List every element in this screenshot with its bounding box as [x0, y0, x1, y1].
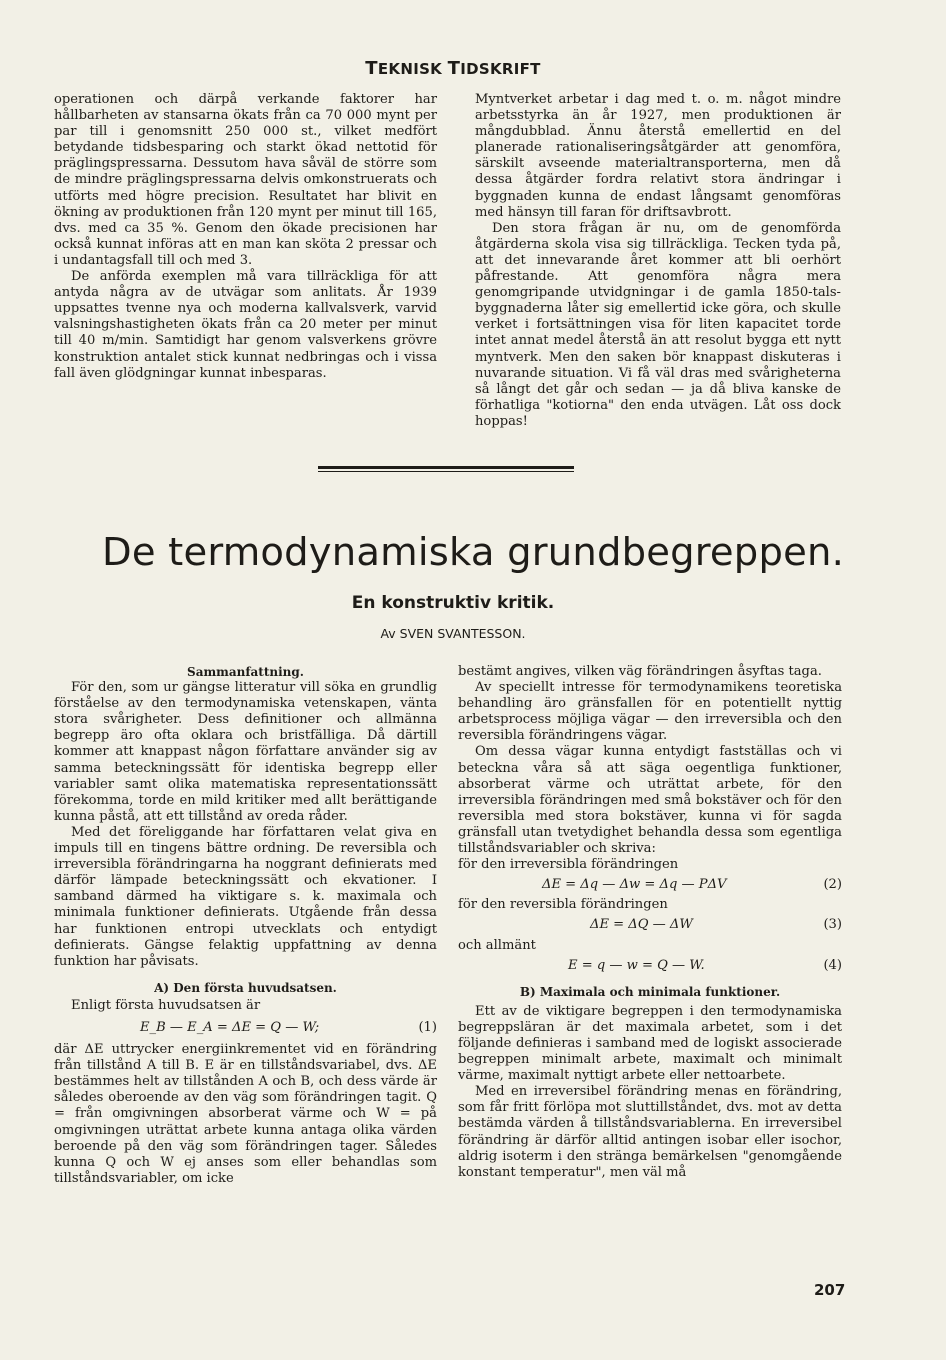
equation-number: (4) [823, 957, 842, 973]
paragraph: Enligt första huvudsatsen är [71, 997, 261, 1013]
equation-2 [542, 877, 842, 893]
paragraph: Ett av de viktigare begreppen i den termodynamiska begreppsläran är det maximala arbetet, som i det följande definieras i samband med de logiskt associerade begreppen minimalt arbete, maximalt och minimalt värme, maximalt nyttigt arbete eller nettoarbete. [458, 1003, 842, 1084]
paragraph: där ΔE uttrycker energiinkrementet vid en förändring från tillstånd A till B. E är en tillståndsvariabel, dvs. ΔE bestämmes helt av tillstånden A och B, och dess värde är således oberoende av den väg som förändringen tagit. Q = från omgivningen absorberat värme och W = på omgivningen uträttat arbete kunna antaga olika värden beroende på den väg som förändringen tager. Således kunna Q och W ej anses som eller behandlas som tillståndsvariabler, om icke [54, 1042, 437, 1186]
paragraph: Den stora frågan är nu, om de genomförda åtgärderna skola visa sig tillräckliga. Tecken tyda på, att det innevarande året kommer att bli oerhört påfrestande. Att genomföra några mera genomgripande utvidgningar i de gamla 1850-tals-byggnaderna låter sig emellertid icke göra, och skulle verket i fortsättningen visa för liten kapacitet torde intet annat medel återstå än att resolut bygga ett nytt myntverk. Men den saken bör knappast diskuteras i nuvarande situation. Vi få väl dras med svårigheterna så långt det går och sedan — ja då bliva kanske de förhatliga "kotiorna" den enda utvägen. Låt oss dock hoppas! [475, 220, 841, 429]
top-right-column [475, 92, 841, 430]
equation-number: (2) [823, 877, 842, 893]
paragraph: för den reversibla förändringen [458, 897, 668, 913]
equation: ΔE = ΔQ — ΔW [590, 917, 693, 933]
article-right-column [458, 664, 842, 1181]
journal-masthead: TEKNISK TIDSKRIFT [365, 58, 541, 79]
section-divider-thin [318, 471, 574, 472]
paragraph: Med en irreversibel förändring menas en förändring, som får fritt förlöpa mot sluttillståndet, dvs. mot av detta bestämda värden å tillståndsvariablerna. En irreversibel förändring är därför alltid antingen isobar eller isochor, aldrig isoterm i den stränga bemärkelsen "genomgående konstant temperatur", men väl må [458, 1084, 842, 1180]
equation-1 [140, 1020, 437, 1036]
equation-4 [568, 958, 842, 974]
section-divider [318, 466, 574, 469]
article-subtitle: En konstruktiv kritik. [351, 593, 555, 613]
equation: E_B — E_A = ΔE = Q — W; [140, 1019, 320, 1035]
paragraph: Om dessa vägar kunna entydigt fastställas och vi beteckna våra så att säga oegentliga funktioner, absorberat värme och uträttat arbete, för den irreversibla förändringen med små bokstäver och för den reversibla med stora bokstäver, kunna vi för sagda gränsfall utan tvetydighet behandla dessa som egentliga tillståndsvariabler och skriva: [458, 744, 842, 857]
article-title: De termodynamiska grundbegreppen. [101, 530, 845, 575]
page-number: 207 [814, 1281, 846, 1299]
equation-3 [590, 917, 842, 933]
article-author: Av SVEN SVANTESSON. [380, 626, 526, 641]
equation: ΔE = Δq — Δw = Δq — PΔV [542, 877, 727, 893]
article-left-column [54, 664, 437, 1187]
paragraph: bestämt angives, vilken väg förändringen åsyftas taga. [458, 664, 822, 679]
paragraph: och allmänt [458, 937, 536, 953]
paragraph: Av speciellt intresse för termodynamikens teoretiska behandling äro gränsfallen för en potentiellt nyttig arbetsprocess möjliga vägar — den irreversibla och den reversibla förändringens vägar. [458, 680, 842, 744]
equation: E = q — w = Q — W. [568, 957, 705, 973]
section-a-heading: A) Den första huvudsatsen. [154, 980, 337, 995]
paragraph: Med det föreliggande har författaren velat giva en impuls till en tingens bättre ordning. De reversibla och irreversibla förändringarna ha noggrant definierats med därför lämpade beteckningssätt och ekvationer. I samband därmed ha viktigare s. k. maximala och minimala funktioner definierats. Utgående från dessa har funktionen entropi utvecklats och entydigt definierats. Gängse felaktig uppfattning av denna funktion har påvisats. [54, 824, 437, 969]
top-left-column [54, 92, 437, 382]
paragraph: Myntverket arbetar i dag med t. o. m. något mindre arbetsstyrka än år 1927, men produktionen är mångdubblad. Ännu återstå emellertid en del planerade rationaliseringsåtgärder att genomföra, särskilt avseende materialtransporterna, men då dessa åtgärder fordra relativt stora ändringar i byggnaden kunna de endast långsamt genomföras med hänsyn till faran för driftsavbrott. [475, 92, 841, 220]
paragraph: De anförda exemplen må vara tillräckliga för att antyda några av de utvägar som anlitats. År 1939 uppsattes tvenne nya och moderna kallvalsverk, varvid valsningshastigheten ökats från ca 20 meter per minut till 40 m/min. Samtidigt har genom valsverkens grövre konstruktion antalet stick kunnat nedbringas och i vissa fall även glödgningar kunnat inbesparas. [54, 269, 437, 381]
paragraph: För den, som ur gängse litteratur vill söka en grundlig förståelse av den termodynamiska vetenskapen, vänta stora svårigheter. Dess definitioner och allmänna begrepp äro ofta oklara och bristfälliga. Då därtill kommer att knappast någon författare använder sig av samma beteckningssätt för identiska begrepp eller variabler samt olika matematiska representationssätt förekomma, torde en mild kritiker med allt berättigande kunna påstå, att ett tillstånd av oreda råder. [54, 680, 437, 824]
summary-heading: Sammanfattning. [187, 665, 304, 679]
paragraph: operationen och därpå verkande faktorer har hållbarheten av stansarna ökats från ca 70 000 mynt per par till i genomsnitt 250 000 st., vilket medfört betydande tidsbesparing och starkt ökad nettotid för präglingspressarna. Dessutom hava såväl de större som de mindre präglingspressarna delvis omkonstruerats och utförts med högre precision. Resultatet har blivit en ökning av produktionen från 120 mynt per minut till 165, dvs. med ca 35 %. Genom den ökade precisionen har också kunnat införas att en man kan sköta 2 pressar och i undantagsfall till och med 3. [54, 92, 437, 268]
equation-number: (1) [418, 1019, 437, 1035]
equation-number: (3) [823, 917, 842, 933]
section-b-heading: B) Maximala och minimala funktioner. [519, 984, 781, 999]
paragraph: för den irreversibla förändringen [458, 857, 679, 873]
